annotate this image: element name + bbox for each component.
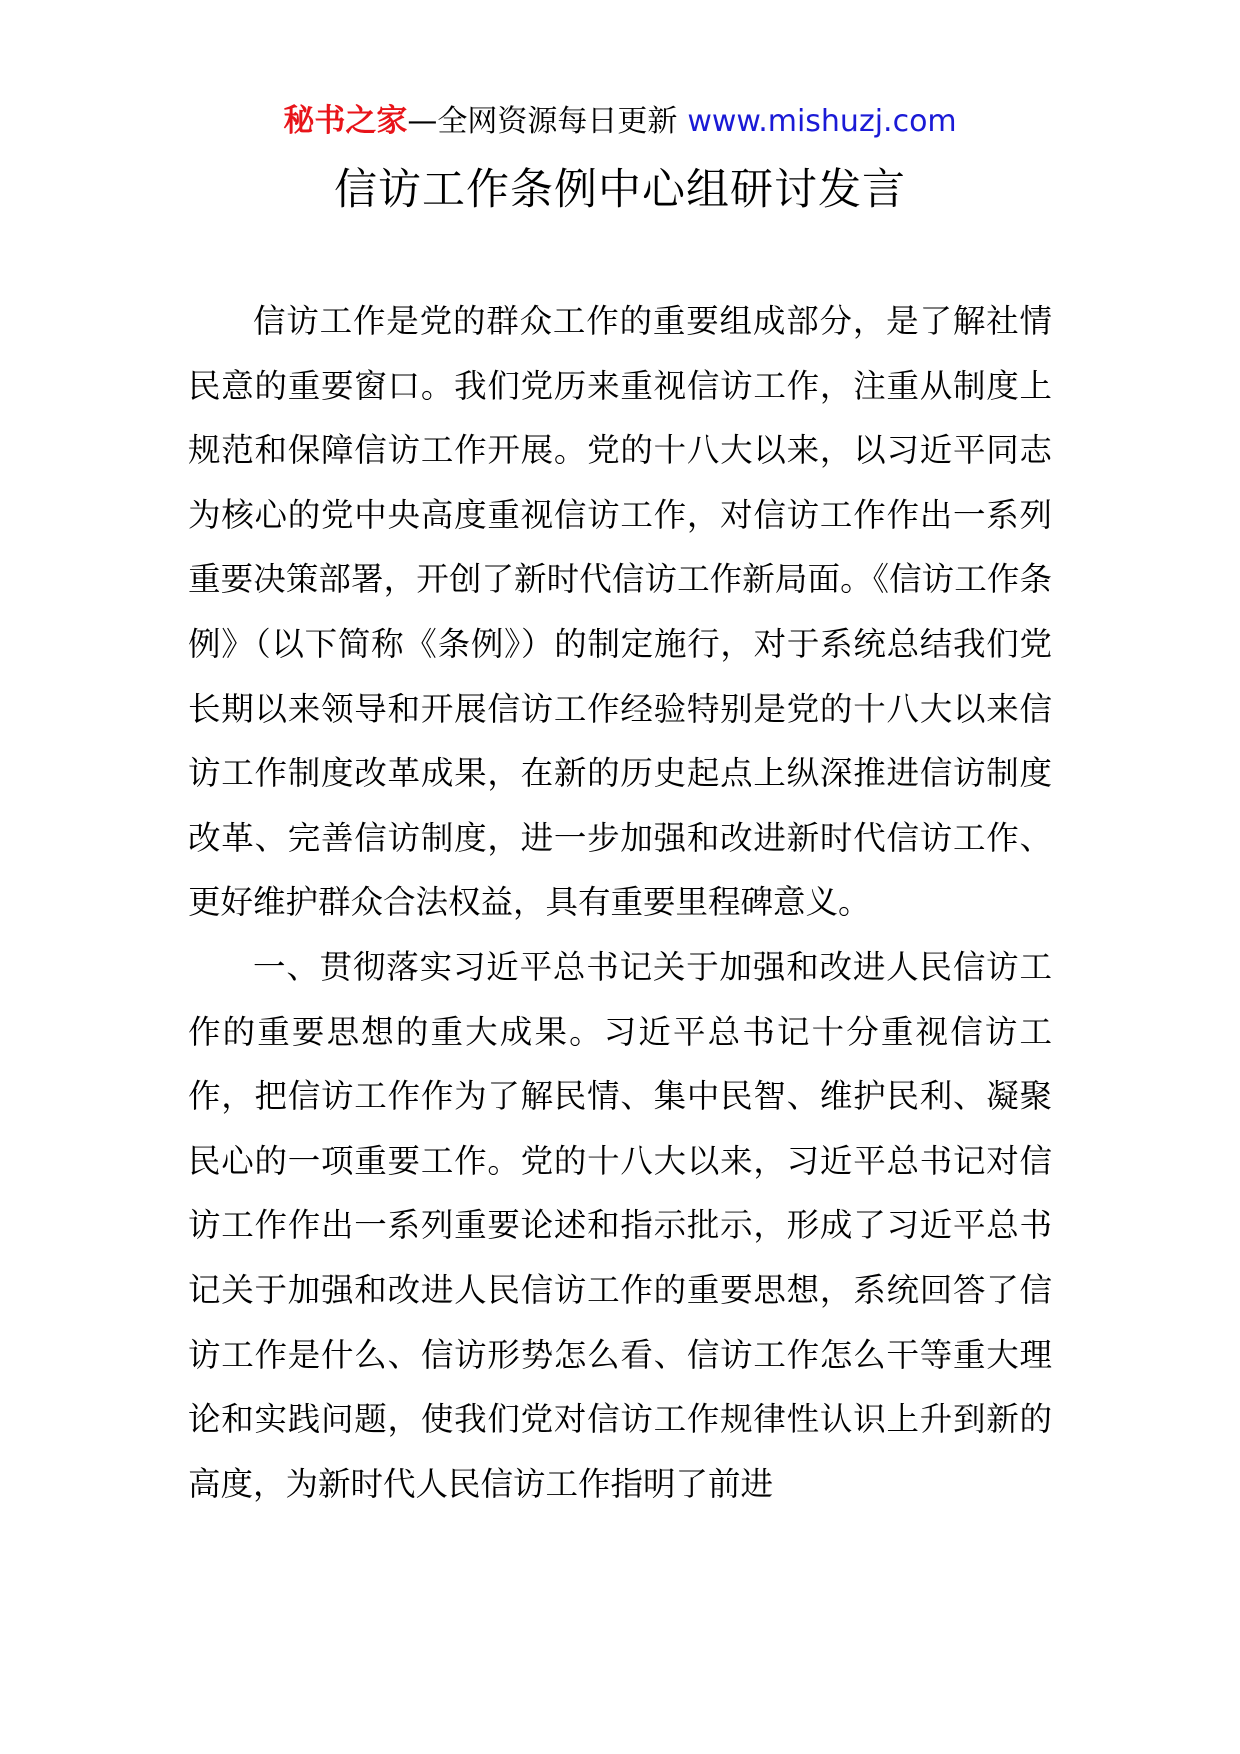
site-brand: 秘书之家	[283, 103, 408, 139]
paragraph-intro: 信访工作是党的群众工作的重要组成部分，是了解社情民意的重要窗口。我们党历来重视信访工作，注重从制度上规范和保障信访工作开展。党的十八大以来，以习近平同志为核心的党中央高度重视信访工作，对信访工作作出一系列重要决策部署，开创了新时代信访工作新局面。《信访工作条例》（以下简称《条例》）的制定施行，对于系统总结我们党长期以来领导和开展信访工作经验特别是党的十八大以来信访工作制度改革成果，在新的历史起点上纵深推进信访制度改革、完善信访制度，进一步加强和改进新时代信访工作、更好维护群众合法权益，具有重要里程碑意义。	[188, 302, 1052, 922]
site-url-link[interactable]: www.mishuzj.com	[687, 104, 957, 139]
site-tagline: —全网资源每日更新	[407, 104, 678, 139]
document-body	[188, 289, 1052, 1516]
paragraph-section-1: 一、贯彻落实习近平总书记关于加强和改进人民信访工作的重要思想的重大成果。习近平总书记十分重视信访工作，把信访工作作为了解民情、集中民智、维护民利、凝聚民心的一项重要工作。党的十八大以来，习近平总书记对信访工作作出一系列重要论述和指示批示，形成了习近平总书记关于加强和改进人民信访工作的重要思想，系统回答了信访工作是什么、信访形势怎么看、信访工作怎么干等重大理论和实践问题，使我们党对信访工作规律性认识上升到新的高度，为新时代人民信访工作指明了前进	[188, 947, 1052, 1503]
site-header	[0, 98, 1240, 145]
document-title: 信访工作条例中心组研讨发言	[334, 165, 906, 215]
